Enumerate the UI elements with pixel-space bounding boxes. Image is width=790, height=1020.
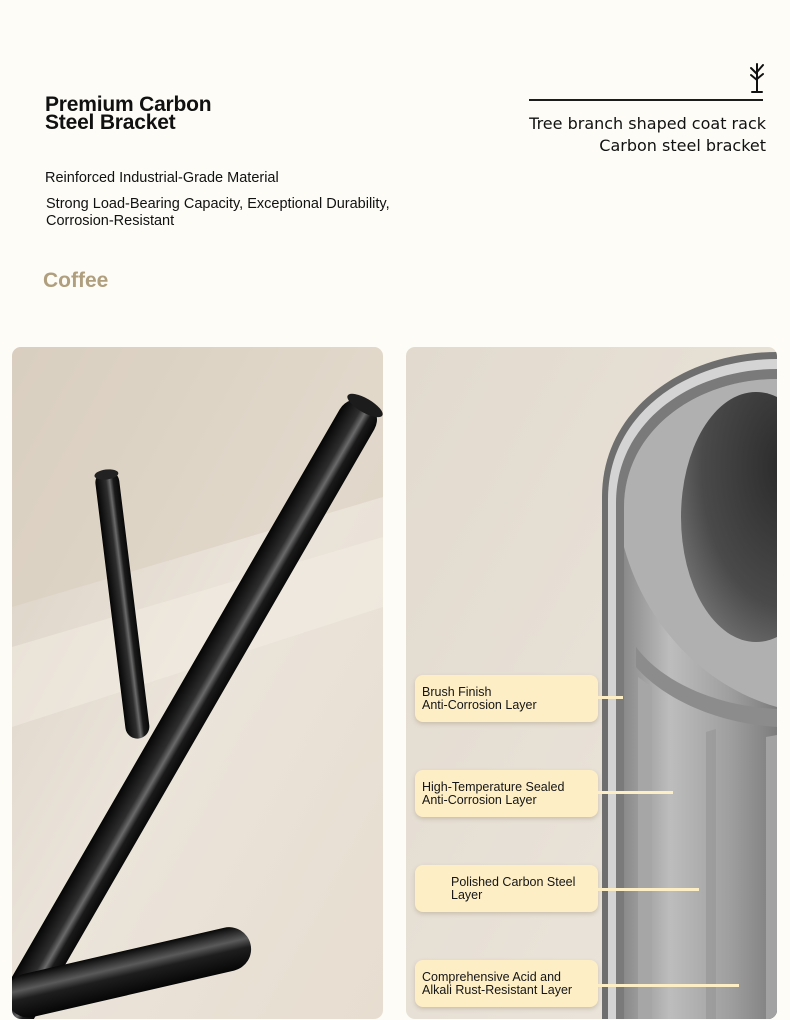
features-line1: Strong Load-Bearing Capacity, Exceptional Durability, (46, 196, 390, 212)
callout-4-line2: Alkali Rust-Resistant Layer (422, 982, 573, 997)
steel-layers-panel (406, 347, 777, 1019)
product-tagline (529, 113, 766, 156)
callout-brush-finish (415, 675, 598, 722)
color-label: Coffee (43, 269, 109, 292)
header-divider (529, 99, 763, 101)
callout-2-line2: Anti-Corrosion Layer (422, 792, 537, 807)
features-subtitle (46, 196, 446, 230)
callout-2-line1: High-Temperature Sealed (422, 779, 565, 794)
callout-polished-steel (415, 865, 598, 912)
callout-1-line1: Brush Finish (422, 684, 492, 699)
product-title (45, 93, 305, 134)
leader-line-3 (598, 888, 699, 891)
tagline-line2: Carbon steel bracket (599, 135, 766, 155)
callout-3-line1: Polished Carbon Steel Layer (451, 874, 576, 902)
leader-line-2 (598, 791, 673, 794)
callout-1-line2: Anti-Corrosion Layer (422, 697, 537, 712)
tree-branch-icon (748, 62, 766, 94)
callout-acid-alkali (415, 960, 598, 1007)
leader-line-4 (598, 984, 739, 987)
product-title-line1: Premium Carbon (45, 93, 212, 116)
branch-photo (12, 347, 383, 1019)
product-title-line2: Steel Bracket (45, 111, 176, 134)
callout-high-temp-sealed (415, 770, 598, 817)
branch-photo-panel (12, 347, 383, 1019)
features-line2: Corrosion-Resistant (46, 213, 175, 229)
callout-4-line1: Comprehensive Acid and (422, 969, 561, 984)
tagline-line1: Tree branch shaped coat rack (529, 114, 766, 133)
leader-line-1 (598, 696, 623, 699)
material-subtitle: Reinforced Industrial-Grade Material (45, 170, 279, 186)
